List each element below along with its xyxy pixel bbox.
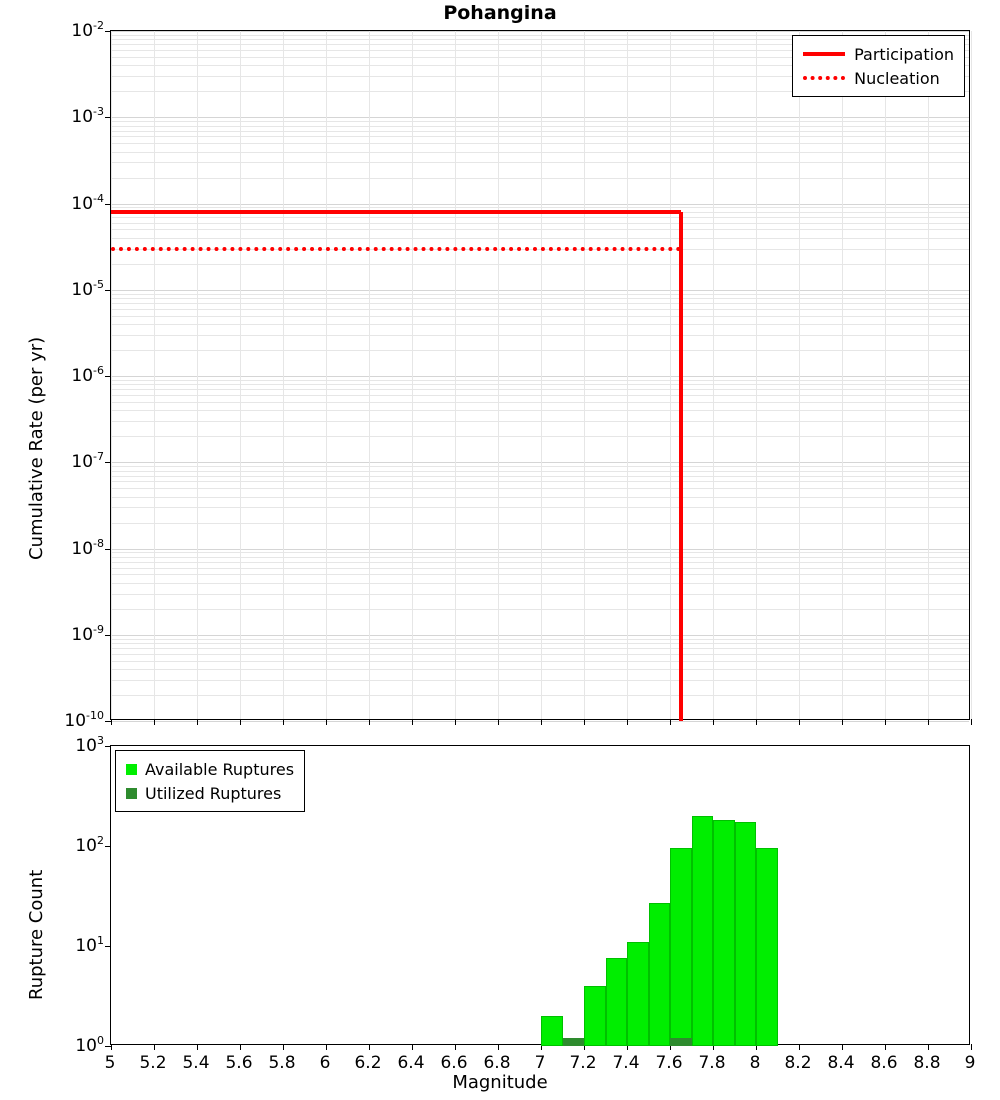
gridline (498, 31, 499, 719)
nucleation-line (679, 249, 683, 721)
legend-label-available: Available Ruptures (145, 759, 295, 779)
bottom-y-axis-title: Rupture Count (26, 869, 47, 1000)
gridline (541, 31, 542, 719)
available-rupture-bar (584, 986, 606, 1046)
y-tick (105, 746, 111, 747)
x-tick (928, 719, 929, 725)
x-tick (498, 1044, 499, 1050)
x-tick (971, 1044, 972, 1050)
x-tick (541, 719, 542, 725)
y-tick-label: $10^2$ (75, 834, 104, 856)
y-tick-label: $10^{-3}$ (71, 105, 104, 128)
gridline (885, 31, 886, 719)
x-tick (326, 719, 327, 725)
y-tick (105, 721, 111, 722)
y-tick-label: $10^0$ (75, 1034, 104, 1056)
utilized-rupture-bar (670, 1038, 692, 1046)
page-title: Pohangina (443, 2, 557, 24)
gridline (842, 31, 843, 719)
y-tick-label: $10^{-6}$ (71, 364, 104, 386)
legend-item-available (126, 757, 294, 781)
available-rupture-bar (713, 820, 735, 1046)
available-rupture-bar (606, 958, 628, 1046)
x-axis-title: Magnitude (452, 1072, 548, 1093)
legend-item-utilized (126, 781, 294, 805)
x-tick (713, 719, 714, 725)
top-legend (792, 35, 965, 97)
x-tick (627, 719, 628, 725)
x-tick (369, 719, 370, 725)
x-tick (111, 719, 112, 725)
x-tick (154, 1044, 155, 1050)
y-tick-label: $10^{-9}$ (71, 622, 104, 645)
available-rupture-bar (756, 848, 778, 1046)
dotted-line-icon (803, 76, 845, 80)
x-tick (369, 1044, 370, 1050)
x-tick-label: 6.8 (483, 1053, 511, 1073)
gridline (369, 31, 370, 719)
gridline (670, 31, 671, 719)
x-tick-label: 9 (964, 1053, 976, 1073)
y-tick (105, 204, 111, 205)
available-rupture-bar (649, 903, 671, 1046)
x-tick-label: 8 (749, 1053, 761, 1073)
x-tick-label: 5.2 (139, 1053, 167, 1073)
x-tick-label: 8.8 (913, 1053, 941, 1073)
x-tick (842, 719, 843, 725)
gridline (455, 31, 456, 719)
x-tick-label: 5 (104, 1053, 116, 1073)
gridline (283, 31, 284, 719)
legend-label-nucleation: Nucleation (854, 68, 940, 88)
solid-line-icon (803, 52, 845, 56)
x-tick (799, 1044, 800, 1050)
x-tick-label: 6.6 (440, 1053, 468, 1073)
available-rupture-bar (692, 816, 714, 1046)
x-tick-label: 5.4 (182, 1053, 210, 1073)
x-tick (885, 1044, 886, 1050)
x-tick-label: 8.2 (784, 1053, 812, 1073)
bottom-legend (115, 750, 305, 812)
y-tick-label: $10^3$ (75, 734, 104, 756)
x-tick (584, 719, 585, 725)
y-tick (105, 117, 111, 118)
utilized-rupture-bar (563, 1038, 585, 1046)
dark-green-square-icon (126, 788, 137, 799)
available-rupture-bar (735, 822, 757, 1046)
x-tick (154, 719, 155, 725)
x-tick (412, 719, 413, 725)
y-tick (105, 846, 111, 847)
x-tick-label: 7.8 (698, 1053, 726, 1073)
x-tick (799, 719, 800, 725)
x-tick (197, 719, 198, 725)
x-tick-label: 8.4 (827, 1053, 855, 1073)
y-tick-label: $10^{-7}$ (71, 450, 104, 473)
y-tick (105, 946, 111, 947)
x-tick (842, 1044, 843, 1050)
gridline (326, 31, 327, 719)
y-tick (105, 31, 111, 32)
cumulative-rate-plot (110, 30, 970, 720)
x-tick (498, 719, 499, 725)
gridline (928, 31, 929, 719)
x-tick (283, 719, 284, 725)
y-tick (105, 376, 111, 377)
x-tick (412, 1044, 413, 1050)
gridline (756, 31, 757, 719)
gridline (627, 31, 628, 719)
x-tick-label: 7 (534, 1053, 546, 1073)
y-tick-label: $10^{-10}$ (64, 709, 104, 731)
x-tick (971, 719, 972, 725)
y-tick-label: $10^1$ (75, 934, 104, 956)
green-square-icon (126, 764, 137, 775)
y-tick (105, 462, 111, 463)
y-tick-label: $10^{-4}$ (71, 191, 104, 214)
participation-line (111, 210, 681, 214)
x-tick (885, 719, 886, 725)
x-tick (111, 1044, 112, 1050)
x-tick-label: 7.2 (569, 1053, 597, 1073)
gridline (197, 31, 198, 719)
x-tick-label: 6.2 (354, 1053, 382, 1073)
x-tick-label: 5.6 (225, 1053, 253, 1073)
x-tick-label: 7.6 (655, 1053, 683, 1073)
y-tick-label: $10^{-5}$ (71, 277, 104, 300)
gridline (240, 31, 241, 719)
x-tick (326, 1044, 327, 1050)
x-tick-label: 8.6 (870, 1053, 898, 1073)
y-tick-label: $10^{-8}$ (71, 536, 104, 559)
top-y-axis-title: Cumulative Rate (per yr) (26, 336, 47, 560)
rupture-count-plot (110, 745, 970, 1045)
x-tick (670, 719, 671, 725)
y-tick-label: $10^{-2}$ (71, 19, 104, 41)
x-tick-label: 6 (319, 1053, 331, 1073)
x-tick (283, 1044, 284, 1050)
nucleation-line (111, 247, 681, 251)
x-tick-label: 6.4 (397, 1053, 425, 1073)
gridline (799, 31, 800, 719)
x-tick (756, 719, 757, 725)
x-tick (197, 1044, 198, 1050)
legend-item-participation (803, 42, 954, 66)
x-tick (455, 1044, 456, 1050)
x-tick (240, 1044, 241, 1050)
x-tick-label: 5.8 (268, 1053, 296, 1073)
available-rupture-bar (627, 942, 649, 1046)
available-rupture-bar (670, 848, 692, 1046)
available-rupture-bar (541, 1016, 563, 1046)
x-tick (928, 1044, 929, 1050)
gridline (713, 31, 714, 719)
gridline (111, 31, 112, 719)
gridline (584, 31, 585, 719)
y-tick (105, 290, 111, 291)
x-tick (240, 719, 241, 725)
x-tick-label: 7.4 (612, 1053, 640, 1073)
gridline (154, 31, 155, 719)
legend-label-utilized: Utilized Ruptures (145, 783, 282, 803)
gridline (971, 31, 972, 719)
x-tick (455, 719, 456, 725)
gridline (412, 31, 413, 719)
legend-item-nucleation (803, 66, 954, 90)
y-tick (105, 635, 111, 636)
y-tick (105, 549, 111, 550)
legend-label-participation: Participation (854, 44, 954, 64)
